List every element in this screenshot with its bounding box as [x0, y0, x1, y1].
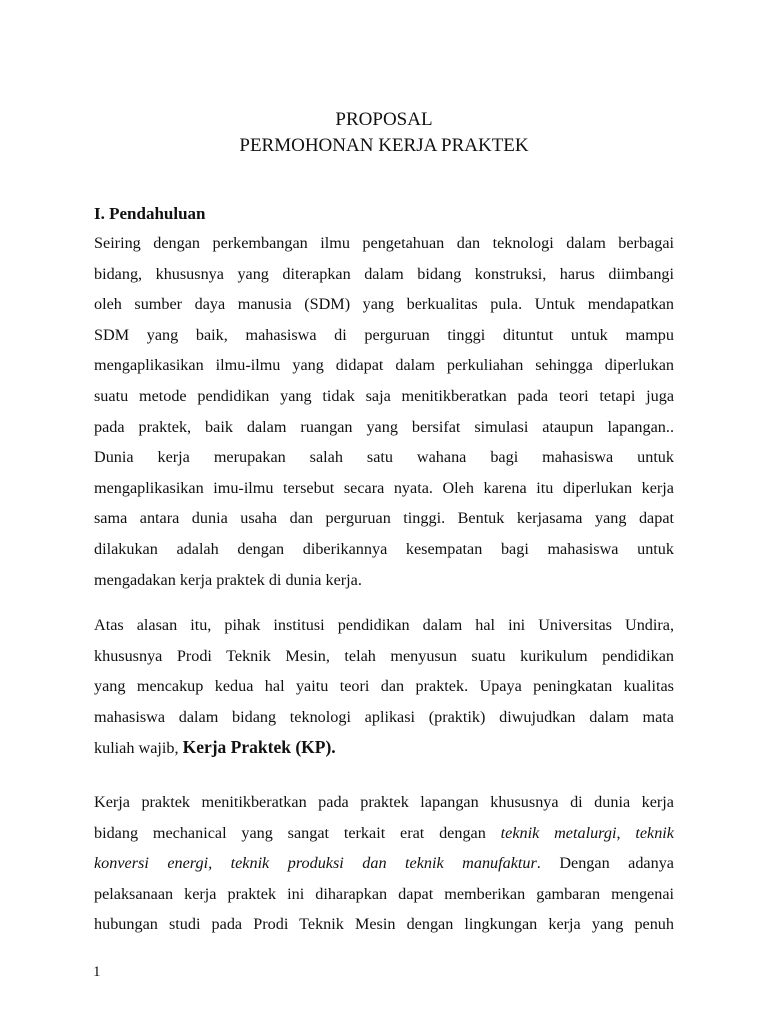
paragraph-line: yang mencakup kedua hal yaitu teori dan praktek. Upaya peningkatan kualitas: [94, 677, 674, 696]
paragraph-line: mengaplikasikan imu-ilmu tersebut secara nyata. Oleh karena itu diperlukan kerja: [94, 478, 674, 497]
paragraph-institution: [94, 610, 674, 764]
paragraph-line: [94, 732, 674, 764]
paragraph-line: hubungan studi pada Prodi Teknik Mesin dengan lingkungan kerja yang penuh: [94, 915, 674, 934]
paragraph-text: . Dengan adanya: [536, 854, 674, 873]
paragraph-text: kuliah wajib,: [94, 739, 183, 758]
paragraph-line: Seiring dengan perkembangan ilmu pengetahuan dan teknologi dalam berbagai: [94, 234, 674, 252]
paragraph-line: bidang, khususnya yang diterapkan dalam bidang konstruksi, harus diimbangi: [94, 264, 674, 283]
paragraph-intro: [94, 228, 674, 595]
paragraph-line: mahasiswa dalam bidang teknologi aplikasi (praktik) diwujudkan dalam mata: [94, 707, 674, 726]
paragraph-text: bidang mechanical yang sangat terkait erat dengan: [94, 823, 501, 842]
paragraph-line: oleh sumber daya manusia (SDM) yang berkualitas pula. Untuk mendapatkan: [94, 295, 674, 314]
section-heading: I. Pendahuluan: [94, 204, 206, 223]
paragraph-line: Kerja praktek menitikberatkan pada praktek lapangan khususnya di dunia kerja: [94, 793, 674, 811]
paragraph-line: mengaplikasikan ilmu-ilmu yang didapat dalam perkuliahan sehingga diperlukan: [94, 356, 674, 375]
paragraph-line: sama antara dunia usaha dan perguruan tinggi. Bentuk kerjasama yang dapat: [94, 509, 674, 528]
paragraph-mechanical: [94, 787, 674, 940]
document-title: PROPOSAL: [335, 109, 433, 130]
paragraph-line: suatu metode pendidikan yang tidak saja menitikberatkan pada teori tetapi juga: [94, 386, 674, 405]
italic-term: konversi energi, teknik produksi dan teknik manufaktur: [94, 854, 537, 873]
title-block: [0, 107, 768, 159]
paragraph-text: ,: [616, 823, 636, 842]
paragraph-line: pelaksanaan kerja praktek ini diharapkan dapat memberikan gambaran mengenai: [94, 884, 674, 903]
paragraph-line: Atas alasan itu, pihak institusi pendidikan dalam hal ini Universitas Undira,: [94, 616, 674, 634]
paragraph-line: mengadakan kerja praktek di dunia kerja.: [94, 570, 362, 589]
paragraph-line: khususnya Prodi Teknik Mesin, telah menyusun suatu kurikulum pendidikan: [94, 646, 674, 665]
italic-term: teknik metalurgi: [500, 823, 617, 842]
paragraph-line: pada praktek, baik dalam ruangan yang bersifat simulasi ataupun lapangan..: [94, 417, 674, 436]
paragraph-line: [94, 848, 674, 879]
page-number: 1: [93, 964, 101, 980]
italic-term: teknik: [635, 823, 674, 842]
paragraph-line: SDM yang baik, mahasiswa di perguruan tinggi dituntut untuk mampu: [94, 325, 674, 344]
document-subtitle: PERMOHONAN KERJA PRAKTEK: [239, 135, 529, 156]
paragraph-line: [94, 818, 674, 849]
paragraph-line: dilakukan adalah dengan diberikannya kesempatan bagi mahasiswa untuk: [94, 539, 674, 558]
paragraph-line: Dunia kerja merupakan salah satu wahana bagi mahasiswa untuk: [94, 448, 674, 467]
course-name-bold: Kerja Praktek (KP).: [182, 737, 336, 758]
